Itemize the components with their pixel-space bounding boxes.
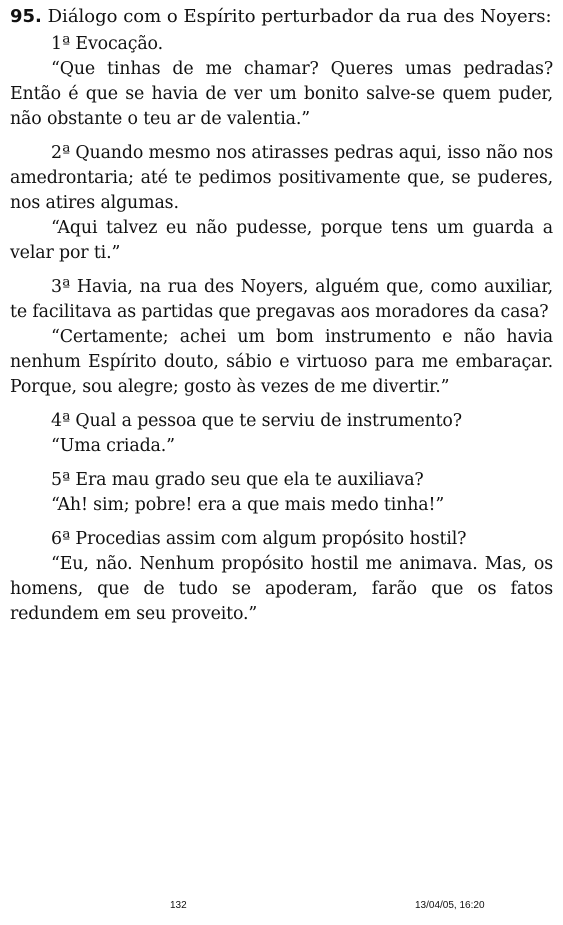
answer-text: “Que tinhas de me chamar? Queres umas pedradas? Então é que se havia de ver um bonito salve-se quem puder, não obstante o teu ar de valentia.” bbox=[10, 59, 553, 129]
section-number: 95. bbox=[10, 6, 42, 27]
page-number: 132 bbox=[170, 900, 187, 911]
question-text: 4ª Qual a pessoa que te serviu de instrumento? bbox=[51, 411, 462, 431]
question-text: 3ª Havia, na rua des Noyers, alguém que, como auxiliar, te facilitava as partidas que pregavas aos moradores da casa? bbox=[10, 277, 553, 322]
document-page bbox=[10, 4, 553, 636]
question-text: 5ª Era mau grado seu que ela te auxiliava? bbox=[51, 470, 424, 490]
dialogue-block bbox=[10, 275, 553, 400]
answer-text: “Certamente; achei um bom instrumento e não havia nenhum Espírito douto, sábio e virtuoso para me embaraçar. Porque, sou alegre; gosto às vezes de me divertir.” bbox=[10, 327, 553, 397]
dialogue-block bbox=[10, 141, 553, 266]
section-title: Diálogo com o Espírito perturbador da rua des Noyers: bbox=[47, 6, 552, 27]
dialogue-block bbox=[10, 32, 553, 132]
answer-text: “Eu, não. Nenhum propósito hostil me animava. Mas, os homens, que de tudo se apoderam, farão que os fatos redundem em seu proveito.” bbox=[10, 554, 553, 624]
dialogue-block bbox=[10, 468, 553, 518]
question-text: 2ª Quando mesmo nos atirasses pedras aqui, isso não nos amedrontaria; até te pedimos positivamente que, se puderes, nos atires algumas. bbox=[10, 143, 553, 213]
answer-text: “Uma criada.” bbox=[51, 436, 175, 456]
answer-text: “Aqui talvez eu não pudesse, porque tens um guarda a velar por ti.” bbox=[10, 218, 553, 263]
dialogue-block bbox=[10, 527, 553, 627]
print-timestamp: 13/04/05, 16:20 bbox=[415, 900, 485, 911]
dialogue-block bbox=[10, 409, 553, 459]
section-heading bbox=[10, 4, 553, 30]
question-text: 1ª Evocação. bbox=[51, 34, 163, 54]
question-text: 6ª Procedias assim com algum propósito hostil? bbox=[51, 529, 467, 549]
answer-text: “Ah! sim; pobre! era a que mais medo tinha!” bbox=[51, 495, 445, 515]
page-footer bbox=[0, 900, 563, 916]
